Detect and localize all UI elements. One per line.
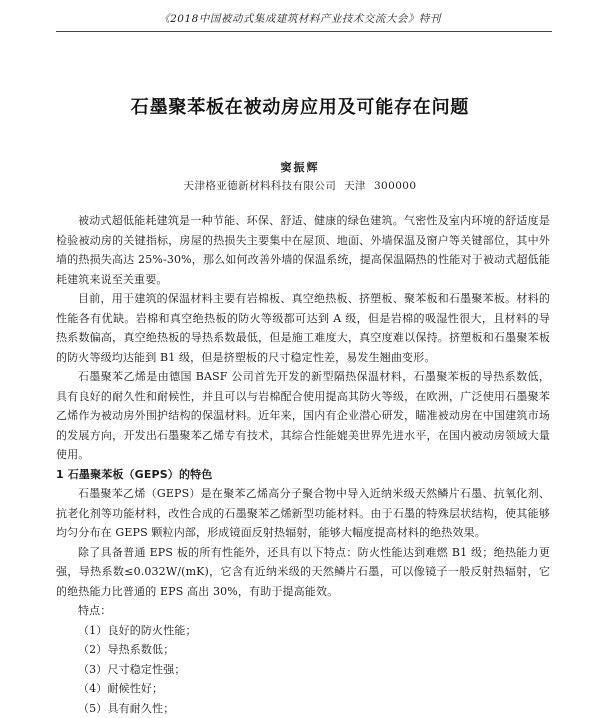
author-name: 窦振辉: [0, 159, 600, 175]
affiliation-city: 天津: [344, 178, 366, 193]
list-item: （2）导热系数低；: [56, 640, 550, 660]
paragraph-geps-origin: 石墨聚苯乙烯是由德国 BASF 公司首先开发的新型隔热保温材料，石墨聚苯板的导热系数低，具有良好的耐久性和耐候性，并且可以与岩棉配合使用提高其防火等级，在欧洲，广泛使用石墨聚苯乙烯作为被动房外围护结构的保温材料。近年来，国内有企业潜心研发，瞄准被动房在中国建筑市场的发展方向，开发出石墨聚苯乙烯专有技术，其综合性能媲美世界先进水平，在国内被动房领域大量使用。: [56, 367, 550, 465]
list-item: （3）尺寸稳定性强；: [56, 660, 550, 680]
affiliation-org: 天津格亚德新材料科技有限公司: [184, 178, 337, 193]
affiliation-postcode: 300000: [374, 180, 416, 192]
affiliation-line: [0, 178, 600, 193]
section-heading: 1 石墨聚苯板（GEPS）的特色: [56, 465, 550, 485]
paragraph-geps-features: 除了具备普通 EPS 板的所有性能外，还具有以下特点：防火性能达到难燃 B1 级；绝热能力更强，导热系数≤0.032W/(mK)，它含有近纳米级的天然鳞片石墨，可以像镜子一般反射热辐射，它的绝热能力比普通的 EPS 高出 30%，有助于提高能效。: [56, 543, 550, 602]
paragraph-geps-definition: 石墨聚苯乙烯（GEPS）是在聚苯乙烯高分子聚合物中导入近纳米级天然鳞片石墨、抗氧化剂、抗老化剂等功能材料，改性合成的石墨聚苯乙烯新型功能材料。由于石墨的特殊层状结构，使其能够均匀分布在 GEPS 颗粒内部，形成镜面反射热辐射，能够大幅度提高材料的绝热效果。: [56, 484, 550, 543]
article-title: 石墨聚苯板在被动房应用及可能存在问题: [0, 93, 600, 119]
list-item: （1）良好的防火性能；: [56, 621, 550, 641]
list-item: （5）具有耐久性；: [56, 699, 550, 718]
paragraph-features-label: 特点：: [56, 601, 550, 621]
running-header: 《2018中国被动式集成建筑材料产业技术交流大会》特刊: [0, 11, 600, 26]
header-rule: [56, 31, 552, 32]
article-body: [56, 211, 550, 718]
paragraph-materials: 目前，用于建筑的保温材料主要有岩棉板、真空绝热板、挤塑板、聚苯板和石墨聚苯板。材料的性能各有优缺。岩棉和真空绝热板的防火等级都可达到 A 级，但是岩棉的吸湿性很大，且材料的导热系数偏高，真空绝热板的导热系数最低，但是施工难度大，真空度难以保持。挤塑板和石墨聚苯板的防火等级均达能到 B1 级，但是挤塑板的尺寸稳定性差，易发生翘曲变形。: [56, 289, 550, 367]
list-item: （4）耐候性好；: [56, 679, 550, 699]
paragraph-intro: 被动式超低能耗建筑是一种节能、环保、舒适、健康的绿色建筑。气密性及室内环境的舒适度是检验被动房的关键指标，房屋的热损失主要集中在屋顶、地面、外墙保温及窗户等关键部位，其中外墙的热损失高达 25%-30%，那么如何改善外墙的保温系统，提高保温隔热的性能对于被动式超低能耗建筑来说至关重要。: [56, 211, 550, 289]
